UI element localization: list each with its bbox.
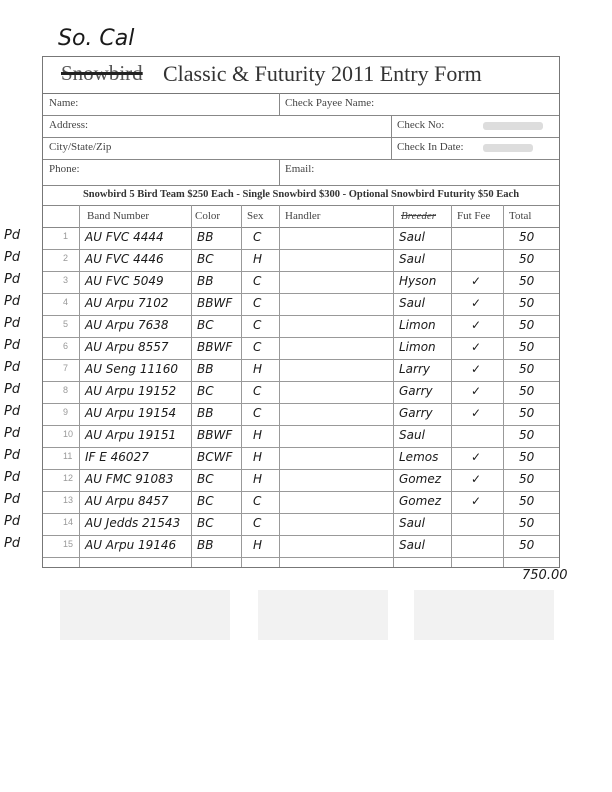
breeder-cell: Saul	[399, 538, 425, 552]
fut-fee-cell: ✓	[471, 450, 482, 464]
row-number: 7	[63, 363, 69, 373]
color-cell: BC	[197, 516, 214, 530]
address-row	[43, 115, 559, 138]
sex-cell: H	[253, 428, 263, 442]
table-row	[43, 513, 559, 536]
divider	[391, 137, 392, 159]
band-number-cell: AU FVC 5049	[85, 274, 164, 288]
total-cell: 50	[519, 538, 535, 552]
fut-fee-cell: ✓	[471, 318, 482, 332]
paid-mark: Pd	[4, 470, 21, 485]
color-cell: BC	[197, 318, 214, 332]
color-cell: BB	[197, 274, 214, 288]
row-number: 2	[63, 253, 69, 263]
breeder-cell: Saul	[399, 230, 425, 244]
address-label: Address:	[49, 119, 89, 131]
redacted-value	[483, 144, 533, 152]
faded-bleedthrough	[60, 590, 230, 640]
total-cell: 50	[519, 230, 535, 244]
table-row	[43, 381, 559, 404]
table-row	[43, 271, 559, 294]
total-cell: 50	[519, 428, 535, 442]
paid-mark: Pd	[4, 294, 21, 309]
divider	[391, 115, 392, 137]
paid-mark: Pd	[4, 272, 21, 287]
table-row	[43, 315, 559, 338]
total-cell: 50	[519, 472, 535, 486]
table-row	[43, 249, 559, 272]
handwritten-region-note: So. Cal	[58, 26, 135, 51]
band-number-cell: IF E 46027	[85, 450, 149, 464]
total-cell: 50	[519, 384, 535, 398]
breeder-cell: Gomez	[399, 472, 442, 486]
band-number-cell: AU FVC 4444	[85, 230, 164, 244]
email-label: Email:	[285, 163, 315, 175]
band-number-cell: AU Arpu 19151	[85, 428, 177, 442]
fut-fee-cell: ✓	[471, 472, 482, 486]
paid-mark: Pd	[4, 382, 21, 397]
struck-title-word: Snowbird	[61, 61, 143, 85]
table-row	[43, 337, 559, 360]
band-number-cell: AU FVC 4446	[85, 252, 164, 266]
total-header: Total	[509, 210, 532, 222]
color-cell: BBWF	[197, 340, 233, 354]
check-no-label: Check No:	[397, 119, 445, 131]
fee-banner: Snowbird 5 Bird Team $250 Each - Single Snowbird $300 - Optional Snowbird Futurity $50 Each	[43, 185, 559, 206]
city-label: City/State/Zip	[49, 141, 112, 153]
color-cell: BC	[197, 252, 214, 266]
paid-mark: Pd	[4, 448, 21, 463]
color-cell: BBWF	[197, 296, 233, 310]
sex-cell: H	[253, 362, 263, 376]
sex-cell: H	[253, 538, 263, 552]
name-row	[43, 93, 559, 116]
table-row	[43, 403, 559, 426]
paid-mark: Pd	[4, 360, 21, 375]
color-cell: BCWF	[197, 450, 233, 464]
band-number-cell: AU Jedds 21543	[85, 516, 181, 530]
table-row	[43, 359, 559, 382]
city-row	[43, 137, 559, 160]
table-row	[43, 293, 559, 316]
color-cell: BBWF	[197, 428, 233, 442]
paid-mark: Pd	[4, 228, 21, 243]
fut-fee-cell: ✓	[471, 494, 482, 508]
sex-cell: C	[253, 296, 262, 310]
total-cell: 50	[519, 494, 535, 508]
handler-header: Handler	[285, 210, 321, 222]
color-cell: BB	[197, 538, 214, 552]
phone-label: Phone:	[49, 163, 80, 175]
breeder-cell: Saul	[399, 428, 425, 442]
redacted-value	[483, 122, 543, 130]
color-cell: BB	[197, 362, 214, 376]
color-cell: BB	[197, 406, 214, 420]
breeder-cell: Saul	[399, 252, 425, 266]
row-number: 4	[63, 297, 69, 307]
total-cell: 50	[519, 340, 535, 354]
row-number: 15	[63, 539, 74, 549]
band-number-cell: AU Arpu 7102	[85, 296, 169, 310]
row-number: 5	[63, 319, 69, 329]
paid-mark: Pd	[4, 426, 21, 441]
table-row	[43, 447, 559, 470]
row-number: 3	[63, 275, 69, 285]
paid-mark: Pd	[4, 536, 21, 551]
fut-fee-header: Fut Fee	[457, 210, 491, 222]
paid-mark: Pd	[4, 492, 21, 507]
sex-header: Sex	[247, 210, 264, 222]
table-row	[43, 491, 559, 514]
total-cell: 50	[519, 362, 535, 376]
row-number: 12	[63, 473, 74, 483]
band-number-cell: AU FMC 91083	[85, 472, 174, 486]
breeder-cell: Saul	[399, 296, 425, 310]
table-header	[43, 205, 559, 228]
form-title: Classic & Futurity 2011 Entry Form	[163, 61, 482, 86]
breeder-cell: Limon	[399, 340, 436, 354]
phone-row	[43, 159, 559, 186]
entry-form	[42, 56, 560, 568]
breeder-cell: Larry	[399, 362, 431, 376]
table-row	[43, 425, 559, 448]
breeder-cell: Gomez	[399, 494, 442, 508]
band-number-cell: AU Arpu 19146	[85, 538, 177, 552]
divider	[279, 93, 280, 115]
row-number: 14	[63, 517, 74, 527]
breeder-cell: Limon	[399, 318, 436, 332]
form-title-row	[43, 57, 559, 94]
check-in-date-label: Check In Date:	[397, 141, 464, 153]
paid-mark: Pd	[4, 514, 21, 529]
sex-cell: C	[253, 384, 262, 398]
divider	[279, 159, 280, 185]
row-number: 11	[63, 451, 73, 461]
band-number-cell: AU Arpu 19154	[85, 406, 177, 420]
band-number-header: Band Number	[87, 210, 150, 222]
band-number-cell: AU Arpu 8457	[85, 494, 169, 508]
total-cell: 50	[519, 274, 535, 288]
band-number-cell: AU Arpu 8557	[85, 340, 169, 354]
total-cell: 50	[519, 516, 535, 530]
row-number: 1	[63, 231, 69, 241]
total-cell: 50	[519, 318, 535, 332]
total-cell: 50	[519, 252, 535, 266]
sex-cell: C	[253, 406, 262, 420]
faded-bleedthrough	[414, 590, 554, 640]
fut-fee-cell: ✓	[471, 296, 482, 310]
sex-cell: C	[253, 318, 262, 332]
fut-fee-cell: ✓	[471, 274, 482, 288]
check-payee-label: Check Payee Name:	[285, 97, 375, 109]
sex-cell: H	[253, 252, 263, 266]
fut-fee-cell: ✓	[471, 340, 482, 354]
color-cell: BB	[197, 230, 214, 244]
table-row	[43, 469, 559, 492]
fut-fee-cell: ✓	[471, 384, 482, 398]
color-header: Color	[195, 210, 221, 222]
total-cell: 50	[519, 450, 535, 464]
sex-cell: C	[253, 516, 262, 530]
sex-cell: C	[253, 340, 262, 354]
grand-total: 750.00	[522, 568, 568, 583]
name-label: Name:	[49, 97, 79, 109]
color-cell: BC	[197, 384, 214, 398]
color-cell: BC	[197, 494, 214, 508]
fut-fee-cell: ✓	[471, 406, 482, 420]
faded-bleedthrough	[258, 590, 388, 640]
sex-cell: C	[253, 230, 262, 244]
row-number: 8	[63, 385, 69, 395]
fut-fee-cell: ✓	[471, 362, 482, 376]
color-cell: BC	[197, 472, 214, 486]
sex-cell: C	[253, 274, 262, 288]
breeder-cell: Garry	[399, 406, 433, 420]
paid-mark: Pd	[4, 404, 21, 419]
total-cell: 50	[519, 296, 535, 310]
table-row	[43, 227, 559, 250]
row-number: 9	[63, 407, 69, 417]
breeder-cell: Hyson	[399, 274, 437, 288]
row-number: 13	[63, 495, 74, 505]
breeder-cell: Garry	[399, 384, 433, 398]
total-cell: 50	[519, 406, 535, 420]
sex-cell: H	[253, 472, 263, 486]
breeder-cell: Saul	[399, 516, 425, 530]
paid-mark: Pd	[4, 316, 21, 331]
band-number-cell: AU Seng 11160	[85, 362, 179, 376]
paid-mark: Pd	[4, 338, 21, 353]
band-number-cell: AU Arpu 7638	[85, 318, 169, 332]
breeder-header: Breeder	[401, 210, 437, 222]
paid-mark: Pd	[4, 250, 21, 265]
row-number: 6	[63, 341, 69, 351]
breeder-cell: Lemos	[399, 450, 439, 464]
row-number: 10	[63, 429, 74, 439]
table-row	[43, 535, 559, 558]
sex-cell: H	[253, 450, 263, 464]
band-number-cell: AU Arpu 19152	[85, 384, 177, 398]
sex-cell: C	[253, 494, 262, 508]
